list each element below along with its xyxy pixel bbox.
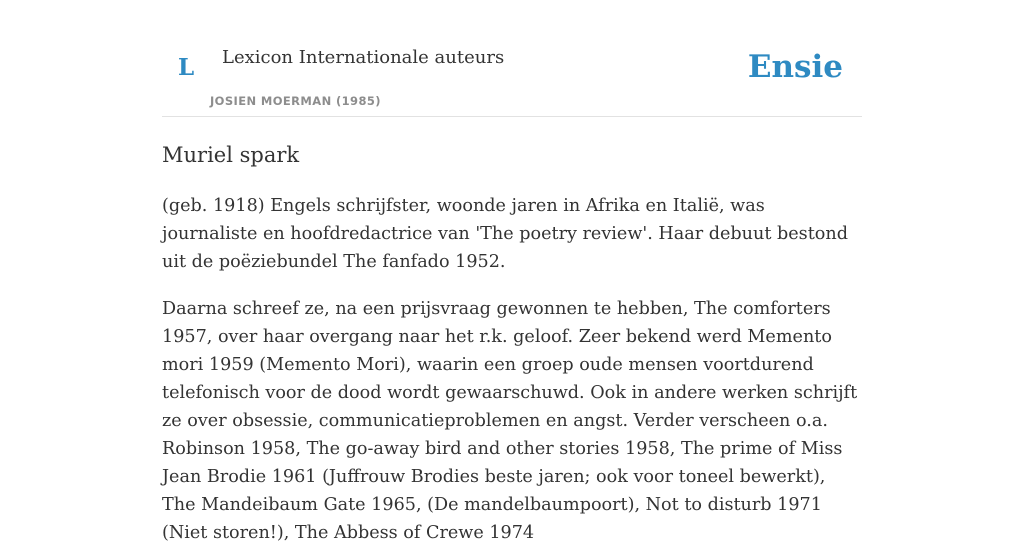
ensie-logo[interactable]: Ensie bbox=[747, 49, 843, 85]
entry-paragraph-2: Daarna schreef ze, na een prijsvraag gewonnen te hebben, The comforters 1957, over haar overgang naar het r.k. geloof. Zeer bekend werd Memento mori 1959 (Memento Mori), waarin een groep oude mensen voortdurend telefonisch voor de dood wordt gewaarschuwd. Ook in andere werken schrijft ze over obsessie, communicatieproblemen en angst. Verder verscheen o.a. Robinson 1958, The go-away bird and other stories 1958, The prime of Miss Jean Brodie 1961 (Juffrouw Brodies beste jaren; ook voor toneel bewerkt), The Mandeibaum Gate 1965, (De mandelbaumpoort), Not to disturb 1971 (Niet storen!), The Abbess of Crewe 1974 bbox=[162, 299, 858, 543]
book-logo-icon[interactable]: L bbox=[178, 54, 195, 81]
book-header bbox=[162, 0, 862, 117]
book-title[interactable]: Lexicon Internationale auteurs bbox=[222, 47, 505, 68]
entry-title: Muriel spark bbox=[162, 143, 300, 167]
entry-paragraph-1: (geb. 1918) Engels schrijfster, woonde jaren in Afrika en Italië, was journaliste en hoofdredactrice van 'The poetry review'. Haar debuut bestond uit de poëziebundel The fanfado 1952. bbox=[162, 196, 848, 272]
entry-content bbox=[162, 138, 862, 547]
book-author: JOSIEN MOERMAN (1985) bbox=[210, 94, 381, 108]
